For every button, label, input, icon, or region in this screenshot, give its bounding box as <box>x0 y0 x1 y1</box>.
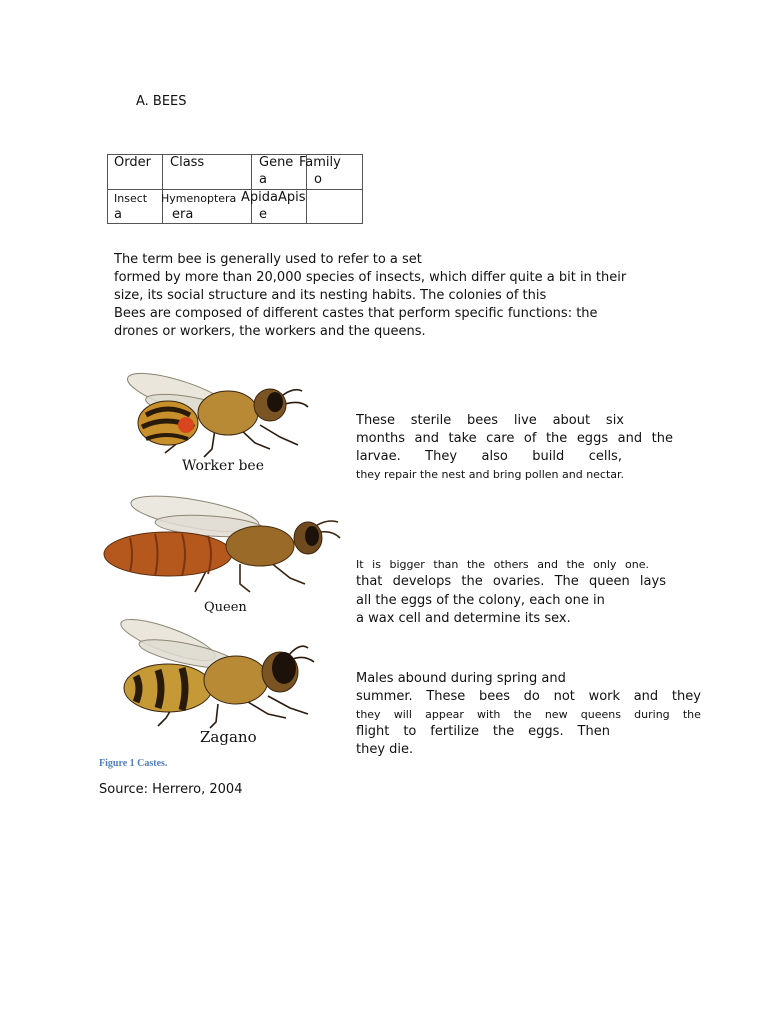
queen-desc-line: all the eggs of the colony, each one in <box>356 593 605 608</box>
justified-word: queen <box>588 574 630 589</box>
intro-line: formed by more than 20,000 species of insects, which differ quite a bit in their <box>114 270 627 285</box>
justified-word: summer. <box>356 689 413 704</box>
justified-word: six <box>605 413 624 428</box>
justified-word: larvae. <box>356 449 401 464</box>
justified-word: and <box>617 431 643 446</box>
justified-word: not <box>553 689 575 704</box>
header-class: Class <box>170 155 205 170</box>
table-cell <box>307 190 363 224</box>
worker-desc-line <box>356 449 622 464</box>
header-order: Order <box>114 155 151 170</box>
justified-word: lays <box>639 574 666 589</box>
cell-hymenoptera: Hymenoptera <box>161 192 237 205</box>
justified-word: the <box>682 708 701 721</box>
drone-desc-line <box>356 724 610 739</box>
justified-word: These <box>356 413 395 428</box>
justified-word: also <box>481 449 508 464</box>
justified-word: flight <box>356 724 390 739</box>
justified-word: others <box>493 558 529 571</box>
header-gene-cont: a <box>259 172 267 187</box>
drone-desc-line: Males abound during spring and <box>356 671 566 686</box>
justified-word: sterile <box>410 413 452 428</box>
justified-word: the <box>461 574 483 589</box>
intro-line: size, its social structure and its nesting habits. The colonies of this <box>114 288 547 303</box>
justified-word: is <box>372 558 381 571</box>
drone-desc-line <box>356 689 701 704</box>
justified-word: It <box>356 558 364 571</box>
worker-desc-line <box>356 413 624 428</box>
justified-word: and <box>633 689 659 704</box>
queen-bee-image <box>100 488 345 598</box>
justified-word: The <box>554 574 579 589</box>
justified-word: cells, <box>588 449 622 464</box>
justified-word: do <box>523 689 540 704</box>
justified-word: the <box>513 708 532 721</box>
intro-line: The term bee is generally used to refer to a set <box>114 252 422 267</box>
worker-bee-image <box>120 345 325 460</box>
drone-desc-line <box>356 708 701 721</box>
table-header-row <box>108 155 363 190</box>
justified-word: bees <box>478 689 510 704</box>
table-cell <box>108 155 163 190</box>
justified-word: They <box>425 449 458 464</box>
worker-desc-line: they repair the nest and bring pollen and nectar. <box>356 468 625 481</box>
queen-desc-line <box>356 574 666 589</box>
justified-word: work <box>588 689 621 704</box>
justified-word: one. <box>625 558 649 571</box>
justified-word: build <box>532 449 565 464</box>
table-cell <box>108 190 163 224</box>
justified-word: about <box>552 413 591 428</box>
justified-word: to <box>403 724 417 739</box>
header-gene: Gene <box>259 155 294 170</box>
justified-word: that <box>356 574 383 589</box>
cell-apida-cont: e <box>259 207 267 222</box>
justified-word: queens <box>580 708 621 721</box>
cell-insect: Insect <box>114 192 148 205</box>
justified-word: with <box>477 708 501 721</box>
justified-word: new <box>544 708 568 721</box>
header-family-cont: o <box>314 172 322 187</box>
zagano-label: Zagano <box>200 728 257 746</box>
justified-word: the <box>545 431 568 446</box>
drone-bee-image <box>118 618 323 730</box>
justified-word: the <box>651 431 673 446</box>
justified-word: only <box>593 558 617 571</box>
justified-word: and <box>537 558 558 571</box>
queen-desc-line <box>356 558 649 571</box>
justified-word: care <box>486 431 515 446</box>
justified-word: the <box>492 724 515 739</box>
intro-line: drones or workers, the workers and the queens. <box>114 324 426 339</box>
figure-caption: Figure 1 Castes. <box>99 758 168 769</box>
justified-word: eggs. <box>528 724 564 739</box>
drone-desc-line: they die. <box>356 742 414 757</box>
justified-word: and <box>414 431 439 446</box>
justified-word: than <box>433 558 459 571</box>
table-cell <box>163 190 252 224</box>
justified-word: eggs <box>576 431 609 446</box>
justified-word: live <box>513 413 537 428</box>
table-cell <box>299 155 363 190</box>
queen-label: Queen <box>204 600 247 615</box>
worker-bee-label: Worker bee <box>182 458 265 474</box>
worker-desc-line <box>356 431 673 446</box>
justified-word: will <box>393 708 412 721</box>
justified-word: bigger <box>389 558 425 571</box>
justified-word: they <box>356 708 381 721</box>
source-citation: Source: Herrero, 2004 <box>99 782 243 797</box>
justified-word: These <box>426 689 466 704</box>
justified-word: months <box>356 431 405 446</box>
justified-word: the <box>466 558 486 571</box>
justified-word: during <box>634 708 670 721</box>
justified-word: Then <box>577 724 610 739</box>
justified-word: ovaries. <box>492 574 545 589</box>
queen-desc-line: a wax cell and determine its sex. <box>356 611 571 626</box>
justified-word: of <box>523 431 537 446</box>
justified-word: develops <box>392 574 452 589</box>
justified-word: the <box>566 558 585 571</box>
justified-word: appear <box>425 708 464 721</box>
cell-hymenoptera-cont: era <box>172 207 194 222</box>
intro-line: Bees are composed of different castes that perform specific functions: the <box>114 306 598 321</box>
table-cell <box>163 155 252 190</box>
cell-insect-cont: a <box>114 207 122 222</box>
cell-apida-apis: ApidaApis <box>241 190 306 205</box>
table-cell <box>241 190 307 224</box>
justified-word: they <box>671 689 701 704</box>
header-family: Family <box>299 155 341 170</box>
justified-word: bees <box>467 413 499 428</box>
justified-word: fertilize <box>430 724 479 739</box>
taxonomy-table <box>107 154 363 224</box>
table-row <box>108 190 363 224</box>
section-heading: A. BEES <box>136 94 187 109</box>
justified-word: take <box>448 431 477 446</box>
